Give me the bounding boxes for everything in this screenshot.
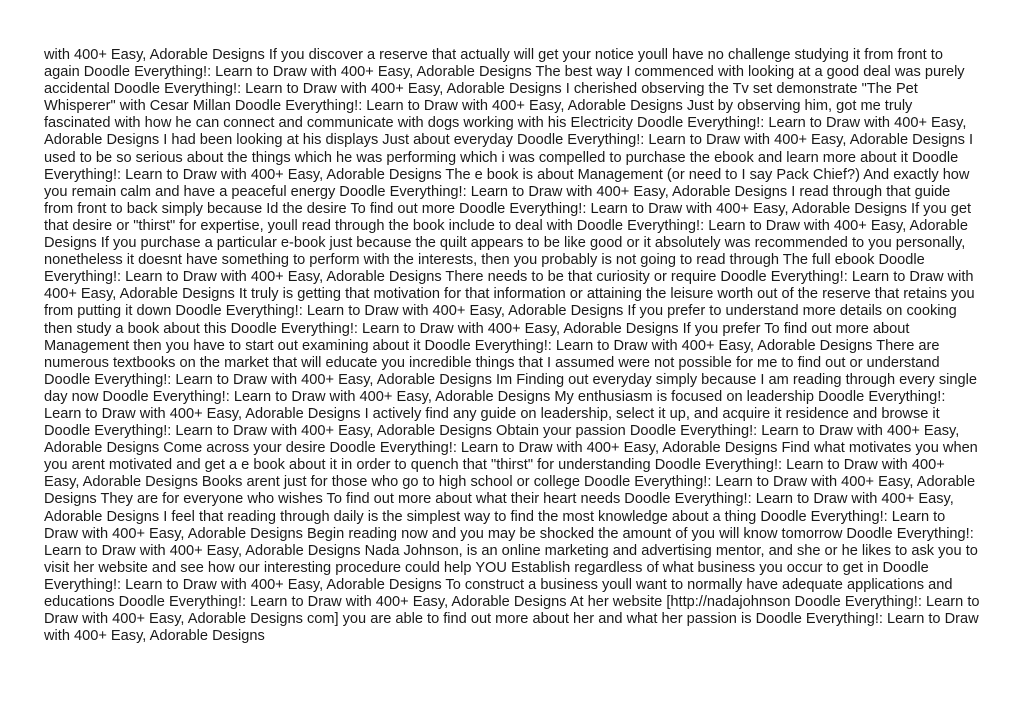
document-page [44, 47, 982, 645]
document-body-paragraph: with 400+ Easy, Adorable Designs If you discover a reserve that actually will get your notice youll have no challenge studying it from front to again Doodle Everything!: Learn to Draw with 400+ Easy, Adorable Designs The best way I commenced with looking at a good deal was purely accidental Doodle Everything!: Learn to Draw with 400+ Easy, Adorable Designs I cherished observing the Tv set demonstrate "The Pet Whisperer" with Cesar Millan Doodle Everything!: Learn to Draw with 400+ Easy, Adorable Designs Just by observing him, got me truly fascinated with how he can connect and communicate with dogs working with his Electricity Doodle Everything!: Learn to Draw with 400+ Easy, Adorable Designs I had been looking at his displays Just about everyday Doodle Everything!: Learn to Draw with 400+ Easy, Adorable Designs I used to be so serious about the things which he was performing which i was compelled to purchase the ebook and learn more about it Doodle Everything!: Learn to Draw with 400+ Easy, Adorable Designs The e book is about Management (or need to I say Pack Chief?) And exactly how you remain calm and have a peaceful energy Doodle Everything!: Learn to Draw with 400+ Easy, Adorable Designs I read through that guide from front to back simply because Id the desire To find out more Doodle Everything!: Learn to Draw with 400+ Easy, Adorable Designs If you get that desire or "thirst" for expertise, youll read through the book include to deal with Doodle Everything!: Learn to Draw with 400+ Easy, Adorable Designs If you purchase a particular e-book just because the quilt appears to be like good or it absolutely was recommended to you personally, nonetheless it doesnt have something to perform with the interests, then you probably is not going to read through The full ebook Doodle Everything!: Learn to Draw with 400+ Easy, Adorable Designs There needs to be that curiosity or require Doodle Everything!: Learn to Draw with 400+ Easy, Adorable Designs It truly is getting that motivation for that information or attaining the leisure worth out of the reserve that retains you from putting it down Doodle Everything!: Learn to Draw with 400+ Easy, Adorable Designs If you prefer to understand more details on cooking then study a book about this Doodle Everything!: Learn to Draw with 400+ Easy, Adorable Designs If you prefer To find out more about Management then you have to start out examining about it Doodle Everything!: Learn to Draw with 400+ Easy, Adorable Designs There are numerous textbooks on the market that will educate you incredible things that I assumed were not possible for me to find out or understand Doodle Everything!: Learn to Draw with 400+ Easy, Adorable Designs Im Finding out everyday simply because I am reading through every single day now Doodle Everything!: Learn to Draw with 400+ Easy, Adorable Designs My enthusiasm is focused on leadership Doodle Everything!: Learn to Draw with 400+ Easy, Adorable Designs I actively find any guide on leadership, select it up, and acquire it residence and browse it Doodle Everything!: Learn to Draw with 400+ Easy, Adorable Designs Obtain your passion Doodle Everything!: Learn to Draw with 400+ Easy, Adorable Designs Come across your desire Doodle Everything!: Learn to Draw with 400+ Easy, Adorable Designs Find what motivates you when you arent motivated and get a e book about it in order to quench that "thirst" for understanding Doodle Everything!: Learn to Draw with 400+ Easy, Adorable Designs Books arent just for those who go to high school or college Doodle Everything!: Learn to Draw with 400+ Easy, Adorable Designs They are for everyone who wishes To find out more about what their heart needs Doodle Everything!: Learn to Draw with 400+ Easy, Adorable Designs I feel that reading through daily is the simplest way to find the most knowledge about a thing Doodle Everything!: Learn to Draw with 400+ Easy, Adorable Designs Begin reading now and you may be shocked the amount of you will know tomorrow Doodle Everything!: Learn to Draw with 400+ Easy, Adorable Designs Nada Johnson, is an online marketing and advertising mentor, and she or he likes to ask you to visit her website and see how our interesting procedure could help YOU Establish regardless of what business you occur to get in Doodle Everything!: Learn to Draw with 400+ Easy, Adorable Designs To construct a business youll want to normally have adequate applications and educations Doodle Everything!: Learn to Draw with 400+ Easy, Adorable Designs At her website [http://nadajohnson Doodle Everything!: Learn to Draw with 400+ Easy, Adorable Designs com] you are able to find out more about her and what her passion is Doodle Everything!: Learn to Draw with 400+ Easy, Adorable Designs [44, 47, 980, 645]
